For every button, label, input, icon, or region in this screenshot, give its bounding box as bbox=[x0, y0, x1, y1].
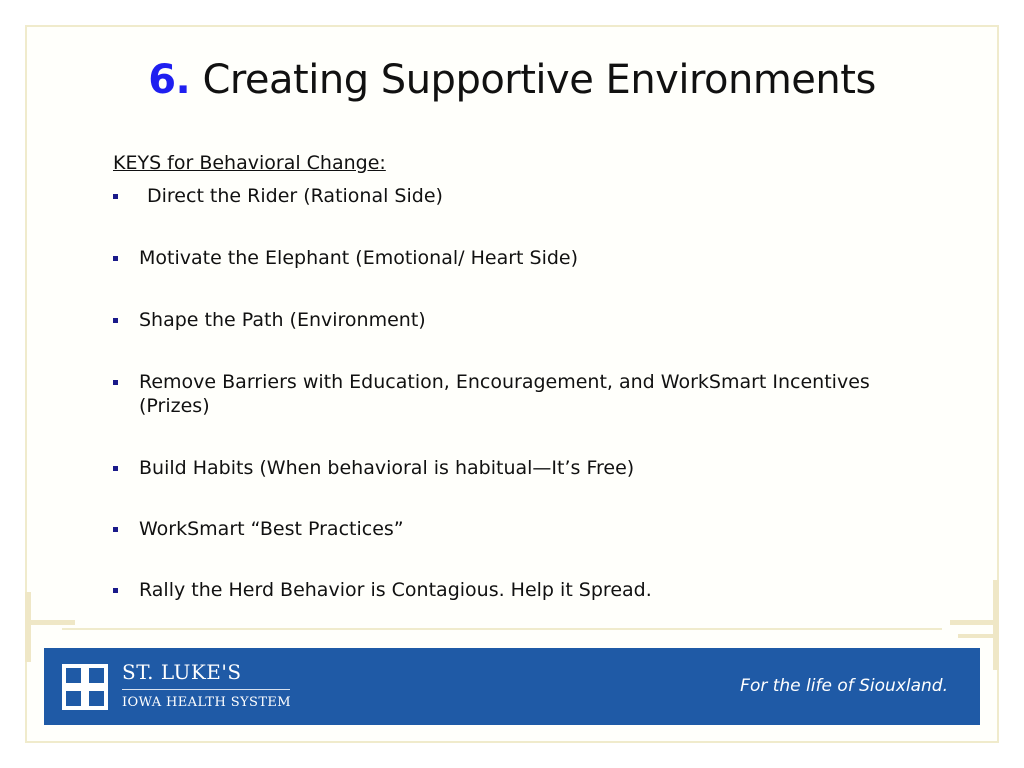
logo-subtitle: IOWA HEALTH SYSTEM bbox=[122, 695, 292, 710]
footer-divider bbox=[62, 628, 942, 630]
bullet-icon bbox=[113, 380, 118, 385]
bullet-icon bbox=[113, 194, 118, 199]
logo-rule bbox=[122, 689, 290, 690]
bullet-item bbox=[113, 456, 913, 480]
logo-name: ST. LUKE'S bbox=[122, 660, 242, 684]
left-ornament-bar bbox=[25, 620, 75, 625]
bullet-text: WorkSmart “Best Practices” bbox=[139, 518, 404, 540]
left-ornament bbox=[25, 592, 31, 662]
tagline: For the life of Siouxland. bbox=[740, 676, 948, 696]
bullet-text: Motivate the Elephant (Emotional/ Heart Side) bbox=[139, 247, 579, 269]
bullet-icon bbox=[113, 588, 118, 593]
cross-logo-icon bbox=[62, 664, 108, 710]
bullet-text: Shape the Path (Environment) bbox=[139, 309, 426, 331]
title-text: Creating Supportive Environments bbox=[202, 57, 876, 103]
bullet-icon bbox=[113, 466, 118, 471]
bullet-text: Build Habits (When behavioral is habitual—It’s Free) bbox=[139, 457, 635, 479]
bullet-item bbox=[113, 517, 913, 541]
footer-banner bbox=[44, 648, 980, 725]
bullet-item bbox=[113, 184, 913, 208]
bullet-item bbox=[113, 578, 913, 602]
bullet-text: Direct the Rider (Rational Side) bbox=[147, 185, 443, 207]
bullet-icon bbox=[113, 318, 118, 323]
bullet-item bbox=[113, 370, 893, 418]
bullet-text: Remove Barriers with Education, Encouragement, and WorkSmart Incentives (Prizes) bbox=[139, 371, 870, 417]
right-ornament bbox=[993, 580, 999, 670]
bullet-icon bbox=[113, 256, 118, 261]
right-ornament-bar bbox=[950, 620, 999, 625]
slide-title bbox=[0, 52, 1024, 108]
bullet-icon bbox=[113, 527, 118, 532]
bullet-text: Rally the Herd Behavior is Contagious. Help it Spread. bbox=[139, 579, 652, 601]
keys-heading: KEYS for Behavioral Change: bbox=[113, 152, 386, 174]
bullet-item bbox=[113, 246, 913, 270]
title-number: 6. bbox=[148, 57, 191, 103]
right-ornament-bar-2 bbox=[958, 634, 999, 638]
bullet-item bbox=[113, 308, 913, 332]
